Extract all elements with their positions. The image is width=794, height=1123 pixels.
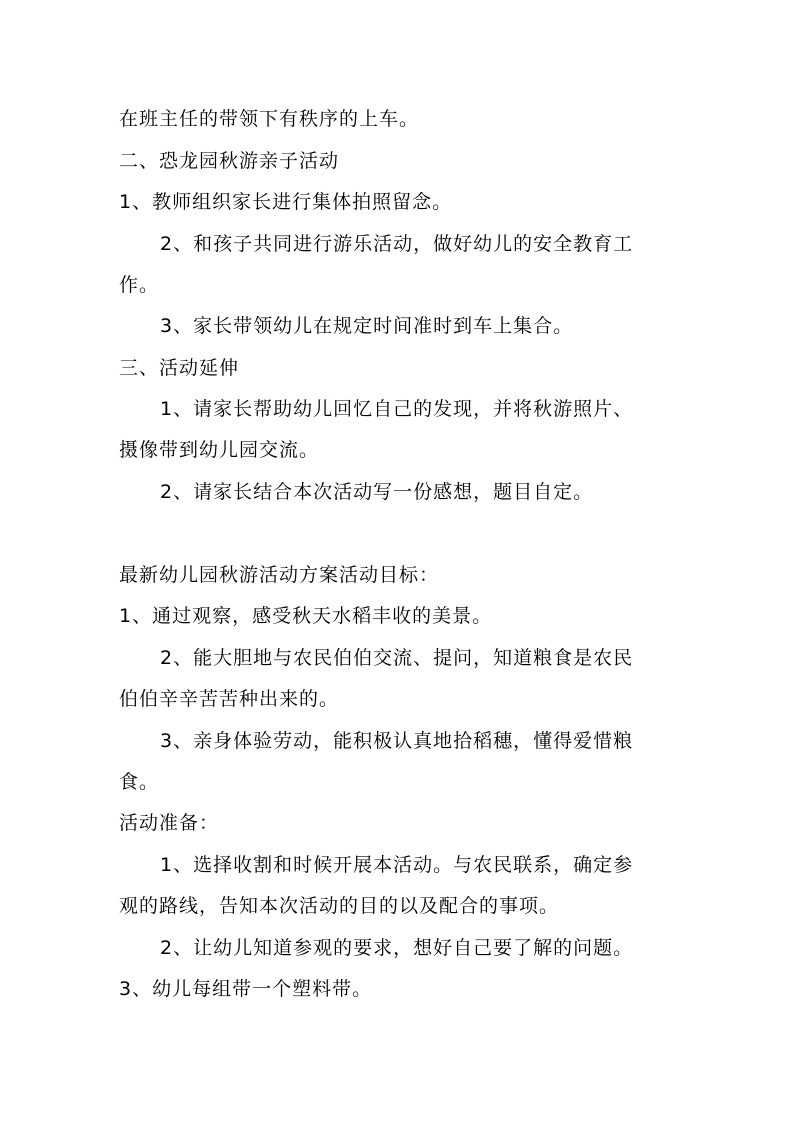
text-line: 2、和孩子共同进行游乐活动，做好幼儿的安全教育工	[160, 233, 634, 255]
text-line: 3、亲身体验劳动，能积极认真地拾稻穗，懂得爱惜粮	[160, 730, 634, 752]
text-line: 2、请家长结合本次活动写一份感想，题目自定。	[160, 481, 594, 503]
text-line: 1、教师组织家长进行集体拍照留念。	[119, 191, 453, 213]
text-line: 作。	[119, 274, 160, 296]
text-line: 伯伯辛辛苦苦种出来的。	[119, 688, 340, 710]
text-line: 3、幼儿每组带一个塑料带。	[119, 978, 373, 1000]
text-line: 观的路线，告知本次活动的目的以及配合的事项。	[119, 895, 560, 917]
text-line: 2、让幼儿知道参观的要求，想好自己要了解的问题。	[160, 937, 634, 959]
section-heading: 活动准备：	[119, 812, 220, 834]
text-line: 1、通过观察，感受秋天水稻丰收的美景。	[119, 605, 493, 627]
text-line: 3、家长带领幼儿在规定时间准时到车上集合。	[160, 315, 574, 337]
text-line: 2、能大胆地与农民伯伯交流、提问，知道粮食是农民	[160, 647, 634, 669]
document-title: 最新幼儿园秋游活动方案活动目标：	[119, 564, 440, 586]
section-heading: 三、活动延伸	[119, 357, 240, 379]
text-line: 1、请家长帮助幼儿回忆自己的发现，并将秋游照片、	[160, 398, 634, 420]
text-line: 在班主任的带领下有秩序的上车。	[119, 108, 420, 130]
text-line: 1、选择收割和时候开展本活动。与农民联系，确定参	[160, 854, 634, 876]
text-line: 摄像带到幼儿园交流。	[119, 439, 320, 461]
text-line: 食。	[119, 771, 160, 793]
section-heading: 二、恐龙园秋游亲子活动	[119, 150, 340, 172]
